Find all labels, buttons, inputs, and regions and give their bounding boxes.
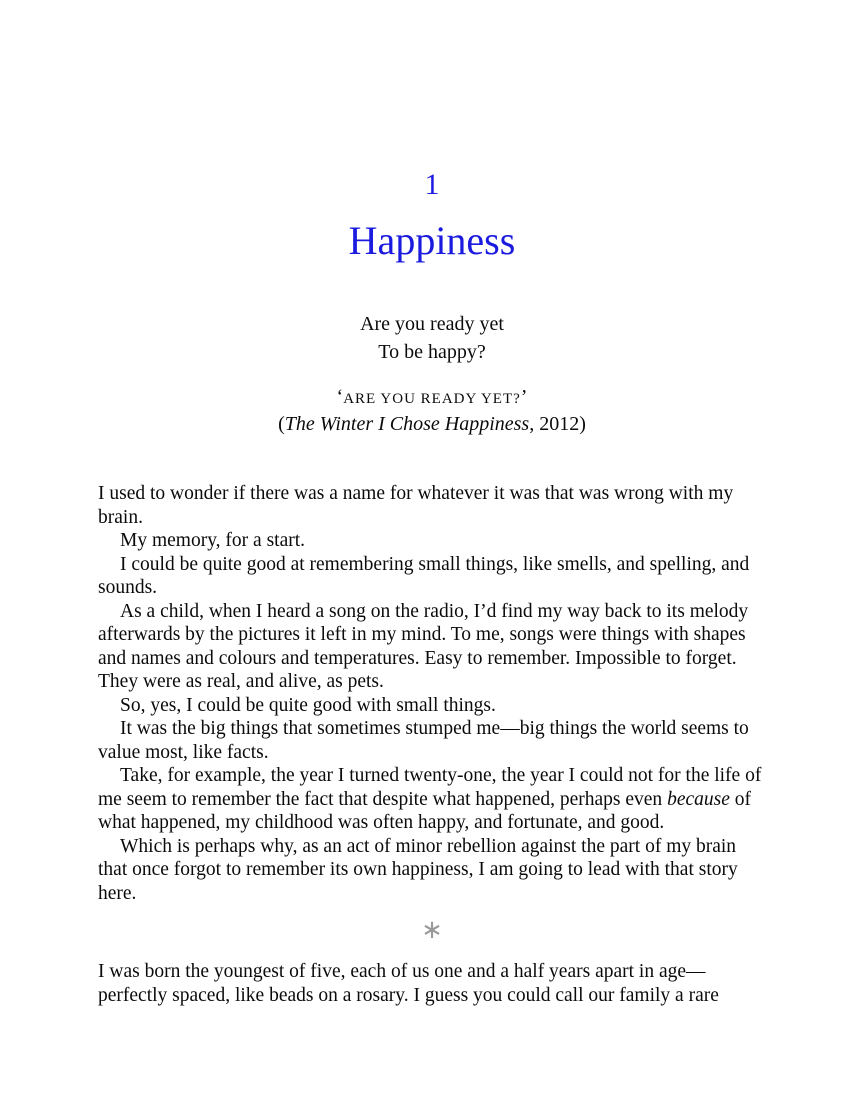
epigraph-attribution [98,411,766,438]
body-paragraph [98,600,766,694]
italic-text-segment: because [667,788,730,810]
text-column [98,170,766,1007]
epigraph-verse [98,310,766,366]
chapter-title: Happiness [348,218,516,263]
body-paragraph [98,694,766,718]
body-section-2 [98,960,766,1007]
open-quote-mark: ‘ [336,386,344,408]
text-segment: of what happened, my childhood was often happy, and fortunate, and good. [98,788,751,833]
attribution-book-title: The Winter I Chose Happiness [284,413,530,435]
body-paragraph [98,835,766,906]
body-paragraph [98,529,766,553]
text-segment: Take, for example, the year I turned twenty-one, the year I could not for the life of me seem to remember the fact that despite what happened, perhaps even [98,765,762,810]
body-paragraph [98,717,766,764]
text-segment: I used to wonder if there was a name for whatever it was that was wrong with my brain. [98,483,734,528]
epigraph-verse-line-2: To be happy? [378,341,486,363]
chapter-number: 1 [424,168,440,201]
attribution-close: , 2012) [529,413,586,435]
epigraph-verse-line-1: Are you ready yet [360,313,504,335]
text-segment: As a child, when I heard a song on the radio, I’d find my way back to its melody afterwards by the pictures it left in my mind. To me, songs were things with shapes and names and colours and temperatures. Easy to remember. Impossible to forget. They were as real, and alive, as pets. [98,600,749,692]
text-segment: I could be quite good at remembering small things, like smells, and spelling, and sounds. [98,553,750,598]
text-segment: So, yes, I could be quite good with small things. [120,694,496,716]
epigraph-source-text: ARE YOU READY YET? [343,391,521,407]
body-paragraph [98,960,766,1007]
text-segment: My memory, for a start. [120,530,306,551]
body-paragraph [98,482,766,529]
body-paragraph [98,553,766,600]
text-segment: Which is perhaps why, as an act of minor rebellion against the part of my brain that once forgot to remember its own happiness, I am going to lead with that story here. [98,835,738,904]
section-break-asterisk: ∗ [421,915,443,945]
close-quote-mark: ’ [520,386,528,408]
attribution-open: ( [278,413,285,435]
text-segment: I was born the youngest of five, each of us one and a half years apart in age—perfectly spaced, like beads on a rosary. I guess you could call our family a rare [98,961,719,1006]
text-segment: It was the big things that sometimes stumped me—big things the world seems to value most, like facts. [98,718,749,763]
body-paragraph [98,764,766,835]
body-section-1 [98,482,766,905]
epigraph-source [98,386,766,410]
